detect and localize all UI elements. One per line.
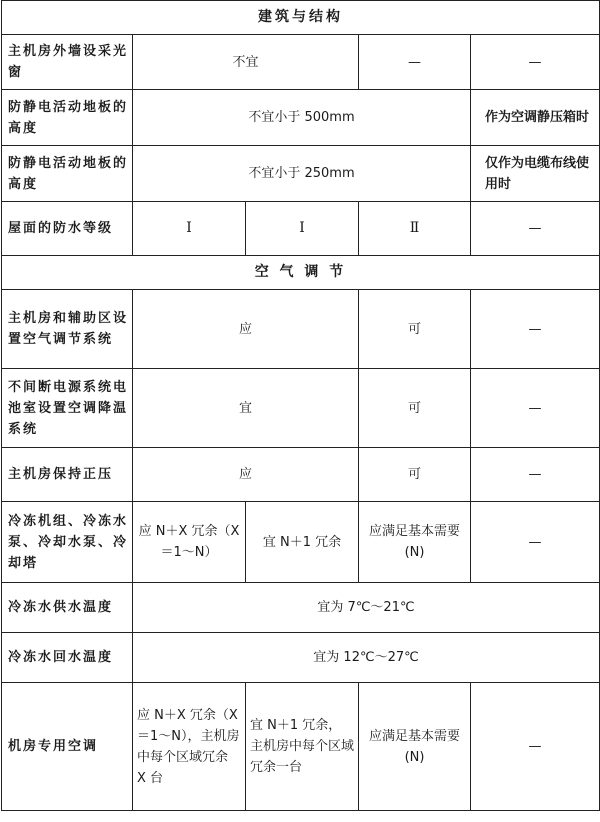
table-row [2,583,600,633]
table-row [2,90,600,146]
cell-class-c: 可 [359,448,471,502]
cell-class-a: 应 N＋X 冗余（X＝1～N），主机房中每个区域冗余 X 台 [133,683,246,811]
cell-note: — [471,290,600,369]
cell-class-c: 可 [359,290,471,369]
row-label: 主机房外墙设采光窗 [2,35,133,90]
row-label: 机房专用空调 [2,683,133,811]
cell-note: — [471,35,600,90]
cell-class-c: 应满足基本需要(N) [359,683,471,811]
row-label: 防静电活动地板的高度 [2,146,133,202]
cell-class-b: 宜 N＋1 冗余，主机房中每个区域冗余一台 [246,683,359,811]
requirements-table [1,0,600,811]
row-label: 主机房和辅助区设置空气调节系统 [2,290,133,369]
cell-note: — [471,202,600,256]
table-row [2,290,600,369]
table-row [2,448,600,502]
section-title: 空 气 调 节 [2,256,600,290]
cell-value: 不宜小于 500mm [133,90,471,146]
section-header-air [2,256,600,290]
cell-value: 宜为 12℃～27℃ [133,633,600,683]
cell-class-c: — [359,35,471,90]
row-label: 冷冻水回水温度 [2,633,133,683]
cell-note: — [471,683,600,811]
table-row [2,35,600,90]
section-header-building [2,1,600,35]
cell-class-a-b: 应 [133,290,359,369]
section-title: 建筑与结构 [2,1,600,35]
cell-class-c: 应满足基本需要(N) [359,502,471,583]
table-row [2,202,600,256]
table-row [2,146,600,202]
cell-class-a-b: 应 [133,448,359,502]
table-row [2,683,600,811]
cell-class-c: 可 [359,369,471,448]
row-label: 冷冻机组、冷冻水泵、冷却水泵、冷却塔 [2,502,133,583]
row-label: 不间断电源系统电池室设置空调降温系统 [2,369,133,448]
row-label: 主机房保持正压 [2,448,133,502]
row-label: 防静电活动地板的高度 [2,90,133,146]
cell-class-b: Ⅰ [246,202,359,256]
cell-class-a: Ⅰ [133,202,246,256]
cell-note: 仅作为电缆布线使用时 [471,146,600,202]
cell-class-a-b: 宜 [133,369,359,448]
cell-note: — [471,369,600,448]
cell-value: 宜为 7℃～21℃ [133,583,600,633]
cell-note: 作为空调静压箱时 [471,90,600,146]
cell-class-b: 宜 N＋1 冗余 [246,502,359,583]
cell-note: — [471,502,600,583]
cell-class-a: 应 N＋X 冗余（X＝1～N） [133,502,246,583]
table-row [2,502,600,583]
cell-class-c: Ⅱ [359,202,471,256]
cell-class-a-b: 不宜 [133,35,359,90]
table-row [2,633,600,683]
row-label: 冷冻水供水温度 [2,583,133,633]
cell-value: 不宜小于 250mm [133,146,471,202]
table-row [2,369,600,448]
cell-note: — [471,448,600,502]
row-label: 屋面的防水等级 [2,202,133,256]
